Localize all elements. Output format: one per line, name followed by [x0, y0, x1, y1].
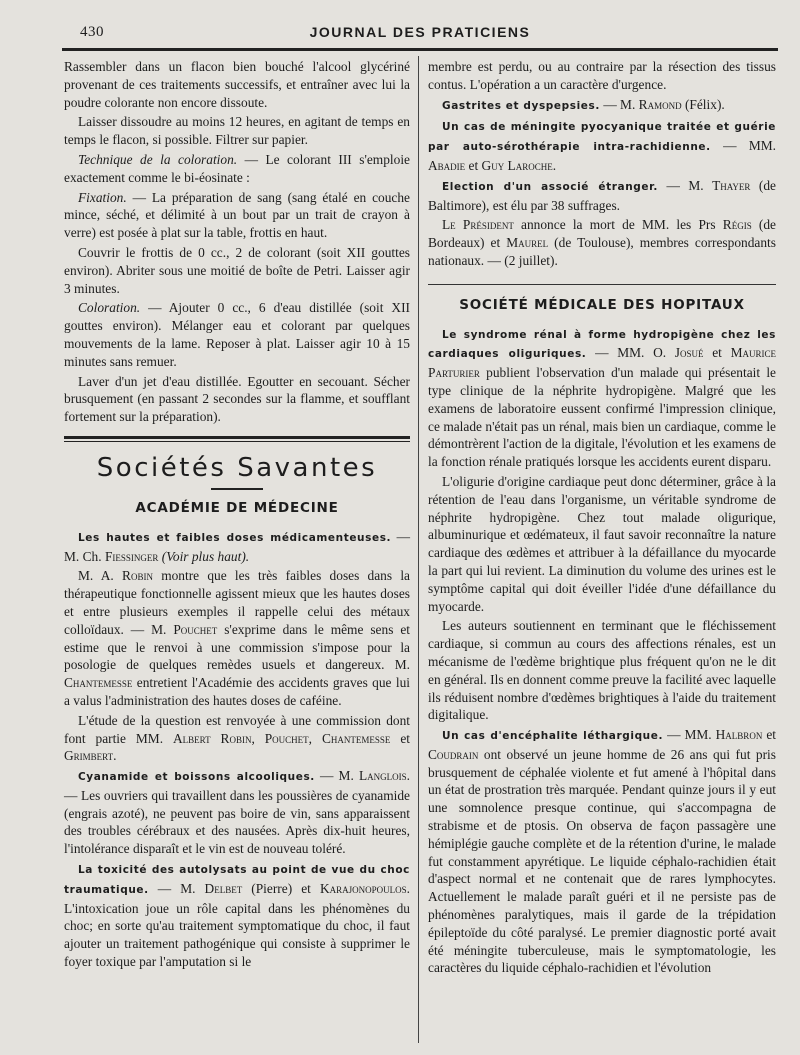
- paragraph: Cyanamide et boissons alcooliques. — M. Langlois. — Les ouvriers qui travaillent dans les poussières de cyanamide (engrais azoté), ne peuvent pas boire de vin, sans apparaissent des troubles cérébraux et des nausées. Après dix-huit heures, l'intolérance disparaît et le vin est de nouveau toléré.: [64, 768, 410, 857]
- paragraph: L'oligurie d'origine cardiaque peut donc déterminer, grâce à la rétention de l'eau dans l'organisme, un véritable syndrome de néphrite hydropigène. Chez tout malade oligurique, albuminurique et œdémateux, il faut savoir reconnaître la nature cardiaque des œdèmes et attribuer à la défaillance du myocarde la part qui lui revient. La diminution du volume des urines est le symptôme capital qui doit éveiller l'idée d'une défaillance du myocarde.: [428, 473, 776, 614]
- paragraph: Un cas de méningite pyocyanique traitée et guérie par auto-sérothérapie intra-rachidienne. — MM. Abadie et Guy Laroche.: [428, 121, 776, 173]
- technique-lead: Technique de la coloration.: [78, 151, 238, 167]
- paragraph: Les hautes et faibles doses médicamenteuses. — M. Ch. Fiessinger (Voir plus haut).: [64, 528, 410, 564]
- section-rule: [428, 284, 776, 285]
- header-rule: [62, 48, 778, 51]
- paragraph: Rassembler dans un flacon bien bouché l'alcool glycériné provenant de ces traitements successifs, et entraîner avec lui la poudre colorante non encore dissoute.: [64, 59, 410, 110]
- paragraph: Laisser dissoudre au moins 12 heures, en agitant de temps en temps le flacon, si possible. Filtrer sur papier.: [64, 114, 410, 148]
- paragraph: M. A. Robin montre que les très faibles doses dans la thérapeutique fonctionnelle agissent mieux que les hautes doses et entre plusieurs exemples il rappelle celui des métaux colloïdaux. — M. Pouchet s'exprime dans le même sens et estime que le renvoi à une commission s'impose pour la posologie de quelques remèdes usuels et dangereux. M. Chantemesse entretient l'Académie des accidents graves que lui a valus l'administration des hautes doses de caféine.: [64, 568, 410, 708]
- paragraph: Le syndrome rénal à forme hydropigène chez les cardiaques oliguriques. — MM. O. Josué et Maurice Parturier publient l'observation d'un malade qui présentait le type clinique de la néphrite hydropigène. Malgré que les examens de laboratoire eussent confirmé l'impression clinique, ce malade n'était pas un rénal, mais bien un cardiaque, comme le démontrèrent l'action de la digitale, l'évolution et les examens de la fonction rénale pratiqués lorsque les accidents eurent disparu.: [428, 328, 776, 470]
- paragraph: membre est perdu, ou au contraire par la résection des tissus contus. L'opération a un caractère d'urgence.: [428, 59, 776, 92]
- paragraph: Coloration. — Ajouter 0 cc., 6 d'eau distillée (soit XII gouttes environ). Mélanger eau et colorant par quelques mouvements de la lame. Reposer à plat. Laisser agir 10 à 15 minutes sans remuer.: [64, 300, 410, 369]
- section-rule: [64, 436, 410, 442]
- page-header: [62, 22, 778, 46]
- societe-medicale-heading: SOCIÉTÉ MÉDICALE DES HOPITAUX: [459, 296, 745, 313]
- fixation-lead: Fixation.: [78, 189, 127, 205]
- paragraph: Technique de la coloration. — Le colorant III s'emploie exactement comme le bi-éosinate :: [64, 151, 410, 185]
- paragraph: Election d'un associé étranger. — M. Thayer (de Baltimore), est élu par 38 suffrages.: [428, 177, 776, 213]
- paragraph: La toxicité des autolysats au point de vue du choc traumatique. — M. Delbet (Pierre) et Karajonopoulos. L'intoxication joue un rôle capital dans les phénomènes du choc; en sorte qu'au traitement symptomatique du choc, il faut ajouter un traitement pathogénique qui consiste à supprimer le foyer toxique par l'amputation si le: [64, 864, 410, 970]
- academie-heading: ACADÉMIE DE MÉDECINE: [135, 499, 339, 516]
- paragraph: L'étude de la question est renvoyée à une commission dont font partie MM. Albert Robin, Pouchet, Chantemesse et Grimbert.: [64, 712, 410, 764]
- paragraph: Laver d'un jet d'eau distillée. Egoutter en secouant. Sécher brusquement (en passant 2 secondes sur la flamme, et soufflant fortement sur la préparation).: [64, 373, 410, 425]
- paragraph: Les auteurs soutiennent en terminant que le fléchissement cardiaque, si commun au cours des affections rénales, est un mécanisme de l'œdème brightique plus fréquent qu'on ne le dit en général. Ils en donnent comme preuve la facilité avec laquelle ils réduisent nombre d'œdèmes brightiques à l'aide du traitement digitalique.: [428, 618, 776, 723]
- title-underline: [211, 488, 263, 490]
- right-column: [428, 58, 776, 1043]
- paragraph: Fixation. — La préparation de sang (sang étalé en couche mince, séché, et délimité à un bout par un trait de crayon à verre) est posée à plat sur la table, frottis en haut.: [64, 189, 410, 241]
- column-divider: [418, 56, 419, 1043]
- running-title: JOURNAL DES PRATICIENS: [309, 24, 531, 40]
- paragraph: Couvrir le frottis de 0 cc., 2 de colorant (soit XII gouttes environ). Abriter sous une moitié de boîte de Petri. Laisser agir 3 minutes.: [64, 244, 410, 296]
- page-number: 430: [80, 24, 104, 40]
- paragraph: Un cas d'encéphalite léthargique. — MM. Halbron et Coudrain ont observé un jeune homme de 26 ans qui fut pris brusquement de céphalée violente et fut amené à l'hôpital dans un état de prostration très marquée. Pendant quinze jours il y eut une somnolence presque continue, qui s'accompagna de strabisme et de ptosis. On observa de façon passagère une hémiplégie gauche complète et de la rétention d'urine, le malade fut constamment apyrétique. Le liquide céphalo-rachidien était d'aspect normal et ne contenait que de rares lymphocytes. Actuellement le malade paraît guéri et il ne persiste pas de phénomènes paralytiques, mais il garde de la trépidation épileptoïde du côté paralysé. Le premier diagnostic porté avait été méningite tuberculeuse, mais le symptomatologie, les caractères du liquide céphalo-rachidien et l'évolution: [428, 727, 776, 976]
- coloration-lead: Coloration.: [78, 300, 141, 316]
- paragraph: Le Président annonce la mort de MM. les Prs Régis (de Bordeaux) et Maurel (de Toulouse), membres correspondants nationaux. — (2 juillet).: [428, 217, 776, 268]
- left-column: [64, 58, 410, 1043]
- paragraph: Gastrites et dyspepsies. — M. Ramond (Félix).: [442, 96, 725, 112]
- societes-savantes-title: Sociétés Savantes: [96, 452, 378, 483]
